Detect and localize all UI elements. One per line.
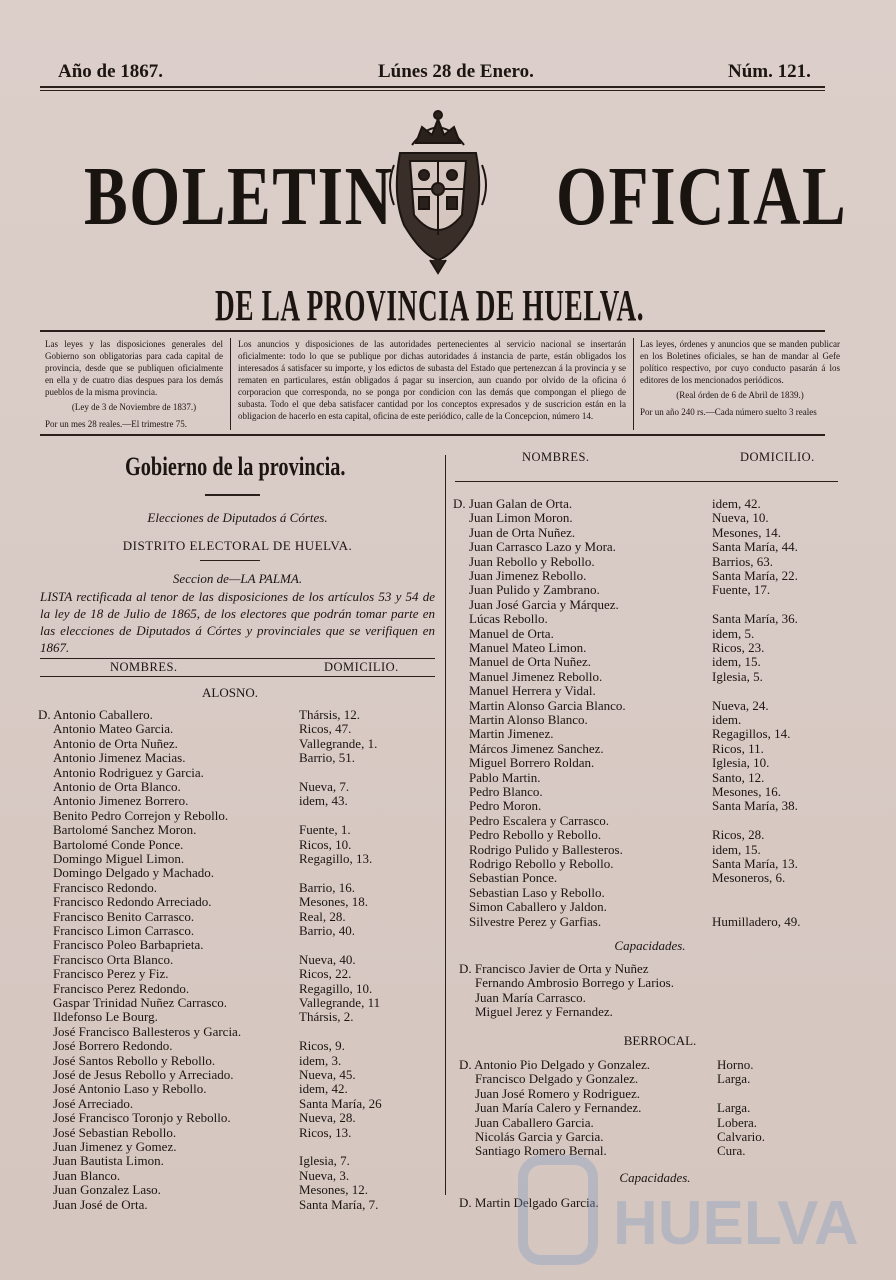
notice-left bbox=[45, 338, 223, 430]
elector-name: Gaspar Trinidad Nuñez Carrasco. bbox=[53, 995, 228, 1010]
elector-domicilio: Santa María, 7. bbox=[299, 1196, 379, 1212]
notice-center-text: Los anuncios y disposiciones de las autoridades pertenecientes al servicio nacional se insertarán oficialmente: todo lo que se publique por dichas autoridades á instancia de parte, están obligados los interesados á satisfacer su importe, y los edictos de subasta del Estado que pertenezcan á la provincia y se rematen en particulares, están obligados á pagar su insercion, aun cuando por olvido de la oficina ó corporacion que corresponda, no se ponga por condicion con las demás que compongan el pliego de subasta. Todo el que deba satisfacer cantidad por los conceptos expresados y de suscricion están en la obligacion de hacerlo en esta capital, oficina de este periódico, calle de la Concepcion, número 14. bbox=[238, 339, 626, 421]
elector-name: Juan María Calero y Fernandez. bbox=[475, 1100, 642, 1116]
elector-name: Juan María Carrasco. bbox=[475, 989, 586, 1005]
elector-name: Benito Pedro Correjon y Rebollo. bbox=[53, 807, 229, 823]
elector-name: Márcos Jimenez Sanchez. bbox=[469, 740, 604, 756]
notice-right bbox=[640, 338, 840, 418]
elector-name: Manuel de Orta. bbox=[469, 625, 554, 641]
elector-name: Pedro Blanco. bbox=[469, 784, 543, 799]
elector-domicilio: Larga. bbox=[717, 1071, 751, 1087]
elector-domicilio: Nueva, 10. bbox=[712, 510, 769, 526]
elector-name: Nicolás Garcia y Garcia. bbox=[475, 1129, 604, 1144]
elector-domicilio: Santa María, 26 bbox=[299, 1095, 382, 1111]
elector-name: José Borrero Redondo. bbox=[53, 1038, 173, 1054]
elector-name: Bartolomé Sanchez Moron. bbox=[53, 822, 197, 838]
elector-domicilio: Santo, 12. bbox=[712, 769, 765, 785]
elector-name: D. Francisco Javier de Orta y Nuñez bbox=[459, 961, 649, 976]
elector-name: Fernando Ambrosio Borrego y Larios. bbox=[475, 975, 674, 991]
elector-domicilio: Humilladero, 49. bbox=[712, 913, 801, 929]
elector-domicilio: Horno. bbox=[717, 1057, 754, 1072]
col-names-header-right: NOMBRES. bbox=[522, 450, 590, 464]
elector-domicilio: Vallegrande, 11 bbox=[299, 995, 381, 1010]
ornament-rule bbox=[200, 560, 260, 561]
elector-name: Juan Carrasco Lazo y Mora. bbox=[469, 539, 616, 555]
elector-domicilio: idem. bbox=[712, 712, 742, 727]
notice-center bbox=[238, 338, 626, 422]
elector-name: Domingo Delgado y Machado. bbox=[53, 865, 215, 881]
elector-name: Domingo Miguel Limon. bbox=[53, 851, 185, 866]
watermark-text: HUELVA bbox=[613, 1189, 859, 1258]
elector-name: Francisco Limon Carrasco. bbox=[53, 923, 195, 938]
elector-name: Pedro Escalera y Carrasco. bbox=[469, 812, 610, 828]
distrito-title: DISTRITO ELECTORAL DE HUELVA. bbox=[122, 538, 353, 553]
elector-domicilio: Lobera. bbox=[717, 1114, 758, 1130]
elector-name: Martin Jimenez. bbox=[469, 726, 554, 742]
elector-name: Juan Jimenez Rebollo. bbox=[469, 568, 587, 583]
issue-number: Núm. 121. bbox=[728, 61, 811, 82]
column-rule bbox=[40, 658, 435, 659]
elector-domicilio: Mesones, 18. bbox=[299, 894, 368, 910]
elector-domicilio: Nueva, 28. bbox=[299, 1110, 356, 1126]
elector-domicilio: Mesones, 12. bbox=[299, 1182, 368, 1198]
elector-name: Pedro Rebollo y Rebollo. bbox=[469, 827, 602, 843]
elector-name: José Francisco Ballesteros y Garcia. bbox=[53, 1023, 242, 1039]
elector-name: Juan Bautista Limon. bbox=[53, 1153, 164, 1169]
elector-domicilio: idem, 15. bbox=[712, 654, 761, 670]
elector-name: D. Antonio Pio Delgado y Gonzalez. bbox=[459, 1057, 650, 1072]
elector-name: Francisco Redondo. bbox=[53, 879, 157, 895]
elector-name: Antonio de Orta Nuñez. bbox=[53, 735, 178, 751]
elector-name: José de Jesus Rebollo y Arreciado. bbox=[53, 1067, 234, 1082]
elector-name: Rodrigo Rebollo y Rebollo. bbox=[469, 856, 614, 871]
elector-name: Lúcas Rebollo. bbox=[469, 611, 548, 627]
elector-name: Miguel Jerez y Fernandez. bbox=[475, 1004, 613, 1020]
seccion-title: Seccion de—LA PALMA. bbox=[172, 571, 303, 586]
elector-name: Antonio Jimenez Borrero. bbox=[53, 793, 189, 809]
coat-of-arms-icon bbox=[382, 105, 494, 275]
capacidades-heading: Capacidades. bbox=[614, 938, 686, 953]
elector-name: Francisco Benito Carrasco. bbox=[53, 908, 195, 924]
elector-domicilio: Nueva, 40. bbox=[299, 951, 356, 967]
elector-name: Juan de Orta Nuñez. bbox=[469, 524, 576, 540]
elector-name: José Sebastian Rebollo. bbox=[53, 1124, 177, 1140]
elector-name: Juan Limon Moron. bbox=[469, 510, 573, 526]
elector-domicilio: Larga. bbox=[717, 1100, 751, 1116]
notice-left-cite: (Ley de 3 de Noviembre de 1837.) bbox=[71, 402, 197, 412]
column-rule bbox=[40, 676, 435, 677]
elector-domicilio: idem, 42. bbox=[712, 496, 761, 511]
elector-name: Juan José de Orta. bbox=[53, 1196, 148, 1212]
elector-name: Simon Caballero y Jaldon. bbox=[469, 899, 607, 915]
issue-date: Lúnes 28 de Enero. bbox=[378, 61, 534, 82]
elector-name: Antonio Rodriguez y Garcia. bbox=[53, 764, 204, 780]
elector-name: Santiago Romero Bernal. bbox=[475, 1143, 607, 1159]
elector-domicilio: Ricos, 13. bbox=[299, 1124, 352, 1140]
elector-name: Ildefonso Le Bourg. bbox=[53, 1009, 158, 1025]
column-rule bbox=[455, 481, 838, 482]
elector-domicilio: Ricos, 23. bbox=[712, 640, 765, 655]
notice-left-text: Las leyes y las disposiciones generales del Gobierno son obligatorias para cada capital de provincia, desde que se publiquen oficialmente en ella y de cuatro dias despues para los demás pueblos de la misma provincia. bbox=[45, 339, 223, 397]
elector-domicilio: Santa María, 13. bbox=[712, 856, 798, 871]
elector-name: José Francisco Toronjo y Rebollo. bbox=[53, 1110, 231, 1126]
elector-domicilio: Nueva, 3. bbox=[299, 1167, 350, 1183]
elector-name: Francisco Orta Blanco. bbox=[53, 951, 174, 967]
elector-name: Rodrigo Pulido y Ballesteros. bbox=[469, 841, 623, 857]
archive-watermark bbox=[515, 1140, 859, 1270]
elector-name: Francisco Redondo Arreciado. bbox=[53, 894, 212, 910]
elector-domicilio: Cura. bbox=[717, 1143, 746, 1159]
elector-domicilio: Mesoneros, 6. bbox=[712, 870, 786, 886]
elector-domicilio: Real, 28. bbox=[299, 908, 346, 924]
elector-name: Juan Pulido y Zambrano. bbox=[469, 582, 600, 598]
elector-domicilio: Nueva, 24. bbox=[712, 697, 769, 713]
elector-name: José Antonio Laso y Rebollo. bbox=[53, 1081, 207, 1097]
elector-domicilio: Nueva, 7. bbox=[299, 779, 350, 794]
elector-name: Francisco Perez y Fiz. bbox=[53, 966, 169, 982]
elector-domicilio: Fuente, 17. bbox=[712, 582, 771, 598]
elector-domicilio: Ricos, 28. bbox=[712, 827, 765, 843]
elector-name: Pedro Moron. bbox=[469, 798, 542, 814]
notice-rule bbox=[40, 434, 825, 436]
ornament-rule bbox=[205, 494, 260, 496]
capacidades-heading-2: Capacidades. bbox=[619, 1170, 691, 1185]
notice-left-price: Por un mes 28 reales.—El trimestre 75. bbox=[45, 419, 187, 429]
elector-name: Silvestre Perez y Garfias. bbox=[469, 913, 602, 929]
elector-domicilio: Ricos, 11. bbox=[712, 740, 764, 756]
elector-name: Sebastian Ponce. bbox=[469, 870, 558, 886]
elector-name: Juan José Romero y Rodriguez. bbox=[475, 1085, 641, 1101]
elector-domicilio: Iglesia, 5. bbox=[712, 668, 763, 684]
elector-name: Juan Rebollo y Rebollo. bbox=[469, 553, 595, 569]
town-berrocal: BERROCAL. bbox=[623, 1033, 697, 1048]
elector-domicilio: Mesones, 16. bbox=[712, 784, 781, 799]
elector-name: Martin Alonso Garcia Blanco. bbox=[469, 697, 626, 713]
elector-domicilio: idem, 5. bbox=[712, 625, 755, 641]
elector-name: Manuel Mateo Limon. bbox=[469, 640, 587, 655]
elector-domicilio: Barrio, 40. bbox=[299, 923, 355, 938]
elector-name: Manuel Jimenez Rebollo. bbox=[469, 668, 603, 684]
masthead-boletin: BOLETIN bbox=[84, 150, 394, 243]
elector-domicilio: Thársis, 12. bbox=[299, 707, 361, 722]
elector-domicilio: Nueva, 45. bbox=[299, 1067, 356, 1082]
masthead-subtitle: DE LA PROVINCIA DE HUELVA. bbox=[215, 281, 645, 330]
elector-domicilio: Ricos, 47. bbox=[299, 721, 352, 737]
col-domicilio-header-right: DOMICILIO. bbox=[740, 450, 815, 464]
elector-name: Francisco Delgado y Gonzalez. bbox=[475, 1071, 639, 1087]
elector-name: Antonio Jimenez Macias. bbox=[53, 750, 186, 766]
column-divider bbox=[445, 455, 446, 1195]
elector-name: Manuel de Orta Nuñez. bbox=[469, 654, 592, 670]
elector-name: Martin Alonso Blanco. bbox=[469, 712, 588, 727]
elector-domicilio: Santa María, 22. bbox=[712, 568, 798, 583]
issue-year: Año de 1867. bbox=[58, 61, 164, 82]
elector-domicilio: Mesones, 14. bbox=[712, 524, 781, 540]
elector-name: Miguel Borrero Roldan. bbox=[469, 755, 595, 771]
issue-header bbox=[40, 55, 825, 87]
elector-domicilio: Ricos, 22. bbox=[299, 966, 352, 982]
elector-domicilio: Fuente, 1. bbox=[299, 822, 351, 838]
elector-domicilio: idem, 43. bbox=[299, 793, 348, 809]
col-domicilio-header: DOMICILIO. bbox=[324, 660, 399, 674]
elector-name: Francisco Poleo Barbaprieta. bbox=[53, 937, 204, 953]
elector-name: Bartolomé Conde Ponce. bbox=[53, 836, 184, 852]
notice-separator bbox=[230, 338, 231, 430]
elector-domicilio: Calvario. bbox=[717, 1129, 766, 1144]
town-alosno: ALOSNO. bbox=[202, 685, 258, 700]
elector-name: Juan Jimenez y Gomez. bbox=[53, 1139, 177, 1154]
notice-right-price: Por un año 240 rs.—Cada número suelto 3 reales bbox=[640, 407, 817, 417]
elector-name: Juan José Garcia y Márquez. bbox=[469, 596, 619, 612]
elector-name: D. Martin Delgado Garcia. bbox=[459, 1195, 599, 1210]
elector-name: Sebastian Laso y Rebollo. bbox=[469, 884, 605, 900]
elector-domicilio: Iglesia, 10. bbox=[712, 755, 770, 771]
elector-name: José Arreciado. bbox=[53, 1095, 134, 1111]
elector-domicilio: Iglesia, 7. bbox=[299, 1153, 350, 1169]
elector-name: Pablo Martin. bbox=[469, 769, 541, 785]
elector-domicilio: idem, 15. bbox=[712, 841, 761, 857]
elector-name: José Santos Rebollo y Rebollo. bbox=[53, 1052, 216, 1068]
elector-name: Juan Gonzalez Laso. bbox=[53, 1182, 161, 1198]
elector-name: D. Juan Galan de Orta. bbox=[453, 496, 573, 511]
elector-domicilio: Vallegrande, 1. bbox=[299, 735, 378, 751]
notice-separator bbox=[633, 338, 634, 430]
elector-domicilio: Santa María, 38. bbox=[712, 798, 798, 814]
elector-domicilio: Ricos, 9. bbox=[299, 1038, 345, 1054]
lista-paragraph: LISTA rectificada al tenor de las disposiciones de los artículos 53 y 54 de la ley de 18 de Julio de 1865, de los electores que podrán tomar parte en las elecciones de Diputados á Córtes y provinciales que se verifiquen en 1867. bbox=[40, 589, 435, 655]
elector-domicilio: Barrios, 63. bbox=[712, 553, 774, 569]
elector-domicilio: Barrio, 16. bbox=[299, 879, 355, 895]
elector-name: Antonio de Orta Blanco. bbox=[53, 779, 181, 794]
elector-domicilio: Regagillo, 10. bbox=[299, 980, 373, 996]
elector-name: D. Antonio Caballero. bbox=[38, 707, 153, 722]
elector-name: Francisco Perez Redondo. bbox=[53, 980, 190, 996]
header-rule bbox=[40, 86, 825, 88]
elector-name: Antonio Mateo Garcia. bbox=[53, 721, 174, 737]
elector-domicilio: Ricos, 10. bbox=[299, 836, 352, 852]
masthead-rule bbox=[40, 330, 825, 332]
col-names-header: NOMBRES. bbox=[110, 660, 178, 674]
elector-name: Manuel Herrera y Vidal. bbox=[469, 683, 596, 699]
section-heading: Gobierno de la provincia. bbox=[125, 452, 346, 481]
notice-right-cite: (Real órden de 6 de Abril de 1839.) bbox=[676, 390, 804, 400]
elector-name: Juan Blanco. bbox=[53, 1167, 121, 1183]
elector-domicilio: Regagillo, 13. bbox=[299, 851, 373, 866]
elector-domicilio: Thársis, 2. bbox=[299, 1009, 354, 1025]
elector-name: Juan Caballero Garcia. bbox=[475, 1114, 594, 1130]
elector-domicilio: idem, 42. bbox=[299, 1081, 348, 1097]
elector-domicilio: idem, 3. bbox=[299, 1052, 342, 1068]
notice-right-text: Las leyes, órdenes y anuncios que se manden publicar en los Boletines oficiales, se han de mandar al Gefe político respectivo, por cuyo conducto pasarán á los editores de los mencionados periódicos. bbox=[640, 339, 840, 385]
elector-domicilio: Santa María, 44. bbox=[712, 539, 798, 555]
elector-domicilio: Regagillos, 14. bbox=[712, 726, 791, 742]
masthead-oficial: OFICIAL bbox=[556, 150, 848, 243]
elecciones-title: Elecciones de Diputados á Córtes. bbox=[147, 510, 328, 525]
header-rule-thin bbox=[40, 90, 825, 91]
elector-domicilio: Barrio, 51. bbox=[299, 750, 355, 766]
elector-domicilio: Santa María, 36. bbox=[712, 611, 798, 627]
